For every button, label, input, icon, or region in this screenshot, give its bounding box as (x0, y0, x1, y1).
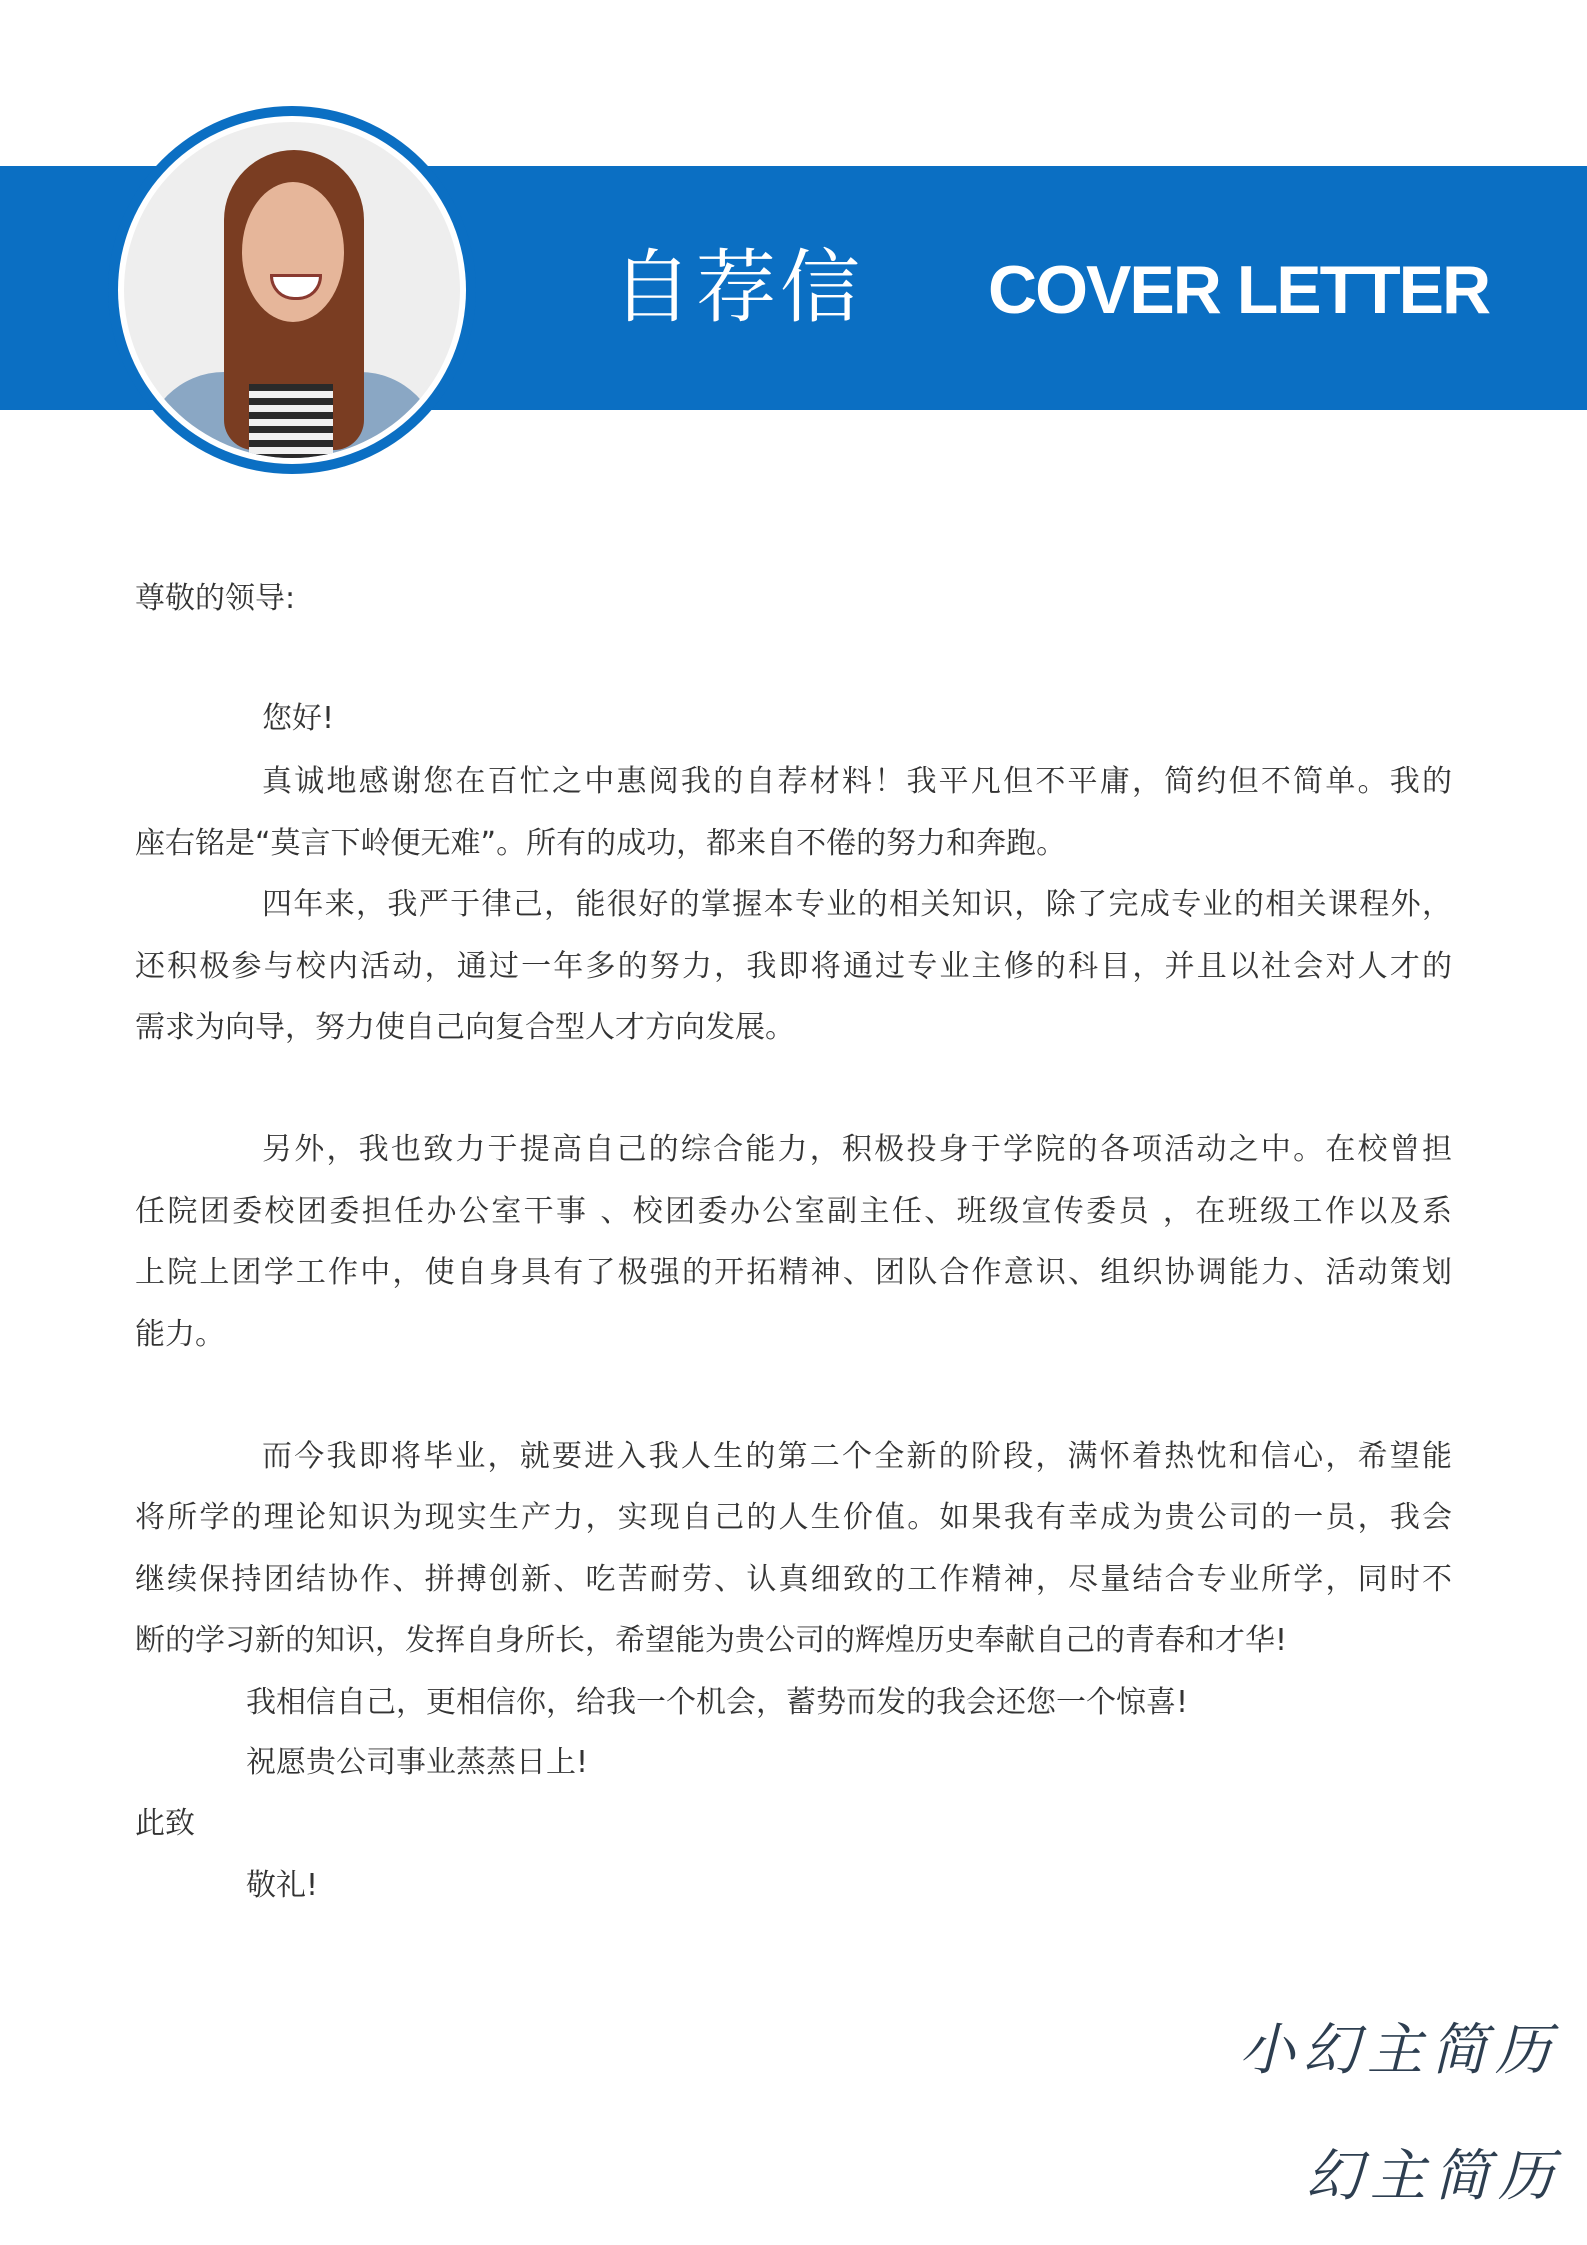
portrait-image (124, 122, 460, 458)
title-english: COVER LETTER (988, 252, 1490, 328)
ci-zhi: 此致 (135, 1806, 195, 1841)
paragraph3-line: 另外，我也致力于提高自己的综合能力，积极投身于学院的各项活动之中。在校曾担 (262, 1132, 1452, 1167)
signature-line2: 幻主简历 (1306, 2144, 1562, 2209)
paragraph4-line: 断的学习新的知识，发挥自身所长，希望能为贵公司的辉煌历史奉献自己的青春和才华! (135, 1623, 1288, 1658)
closing-line: 我相信自己，更相信你，给我一个机会，蓄势而发的我会还您一个惊喜! (246, 1685, 1189, 1720)
signature-line1: 小幻主简历 (1239, 2018, 1559, 2083)
paragraph2-line: 需求为向导，努力使自己向复合型人才方向发展。 (135, 1010, 795, 1045)
profile-photo (118, 116, 466, 464)
closing-wish: 祝愿贵公司事业蒸蒸日上! (246, 1745, 589, 1780)
profile-photo-frame (108, 106, 476, 474)
greeting: 您好! (262, 701, 335, 736)
paragraph4-line: 而今我即将毕业，就要进入我人生的第二个全新的阶段，满怀着热忱和信心，希望能 (262, 1439, 1452, 1474)
paragraph2-line: 还积极参与校内活动，通过一年多的努力，我即将通过专业主修的科目，并且以社会对人才的 (135, 949, 1452, 984)
paragraph3-line: 上院上团学工作中，使自身具有了极强的开拓精神、团队合作意识、组织协调能力、活动策划 (135, 1255, 1452, 1290)
paragraph2-line: 四年来，我严于律己，能很好的掌握本专业的相关知识，除了完成专业的相关课程外， (262, 887, 1452, 922)
paragraph3-line: 能力。 (135, 1317, 225, 1352)
title-chinese: 自荐信 (612, 241, 864, 334)
paragraph3-line: 任院团委校团委担任办公室干事 、校团委办公室副主任、班级宣传委员 ，在班级工作以及系 (135, 1194, 1452, 1229)
portrait-face (242, 182, 344, 322)
paragraph4-line: 将所学的理论知识为现实生产力，实现自己的人生价值。如果我有幸成为贵公司的一员，我会 (135, 1500, 1452, 1535)
jing-li: 敬礼! (246, 1868, 319, 1903)
paragraph1-line: 座右铭是“莫言下岭便无难”。所有的成功，都来自不倦的努力和奔跑。 (135, 826, 1067, 861)
salutation: 尊敬的领导: (135, 581, 296, 616)
paragraph4-line: 继续保持团结协作、拼搏创新、吃苦耐劳、认真细致的工作精神，尽量结合专业所学，同时不 (135, 1562, 1452, 1597)
paragraph1-line: 真诚地感谢您在百忙之中惠阅我的自荐材料！我平凡但不平庸，简约但不简单。我的 (262, 764, 1452, 799)
portrait-shirt (249, 384, 333, 458)
